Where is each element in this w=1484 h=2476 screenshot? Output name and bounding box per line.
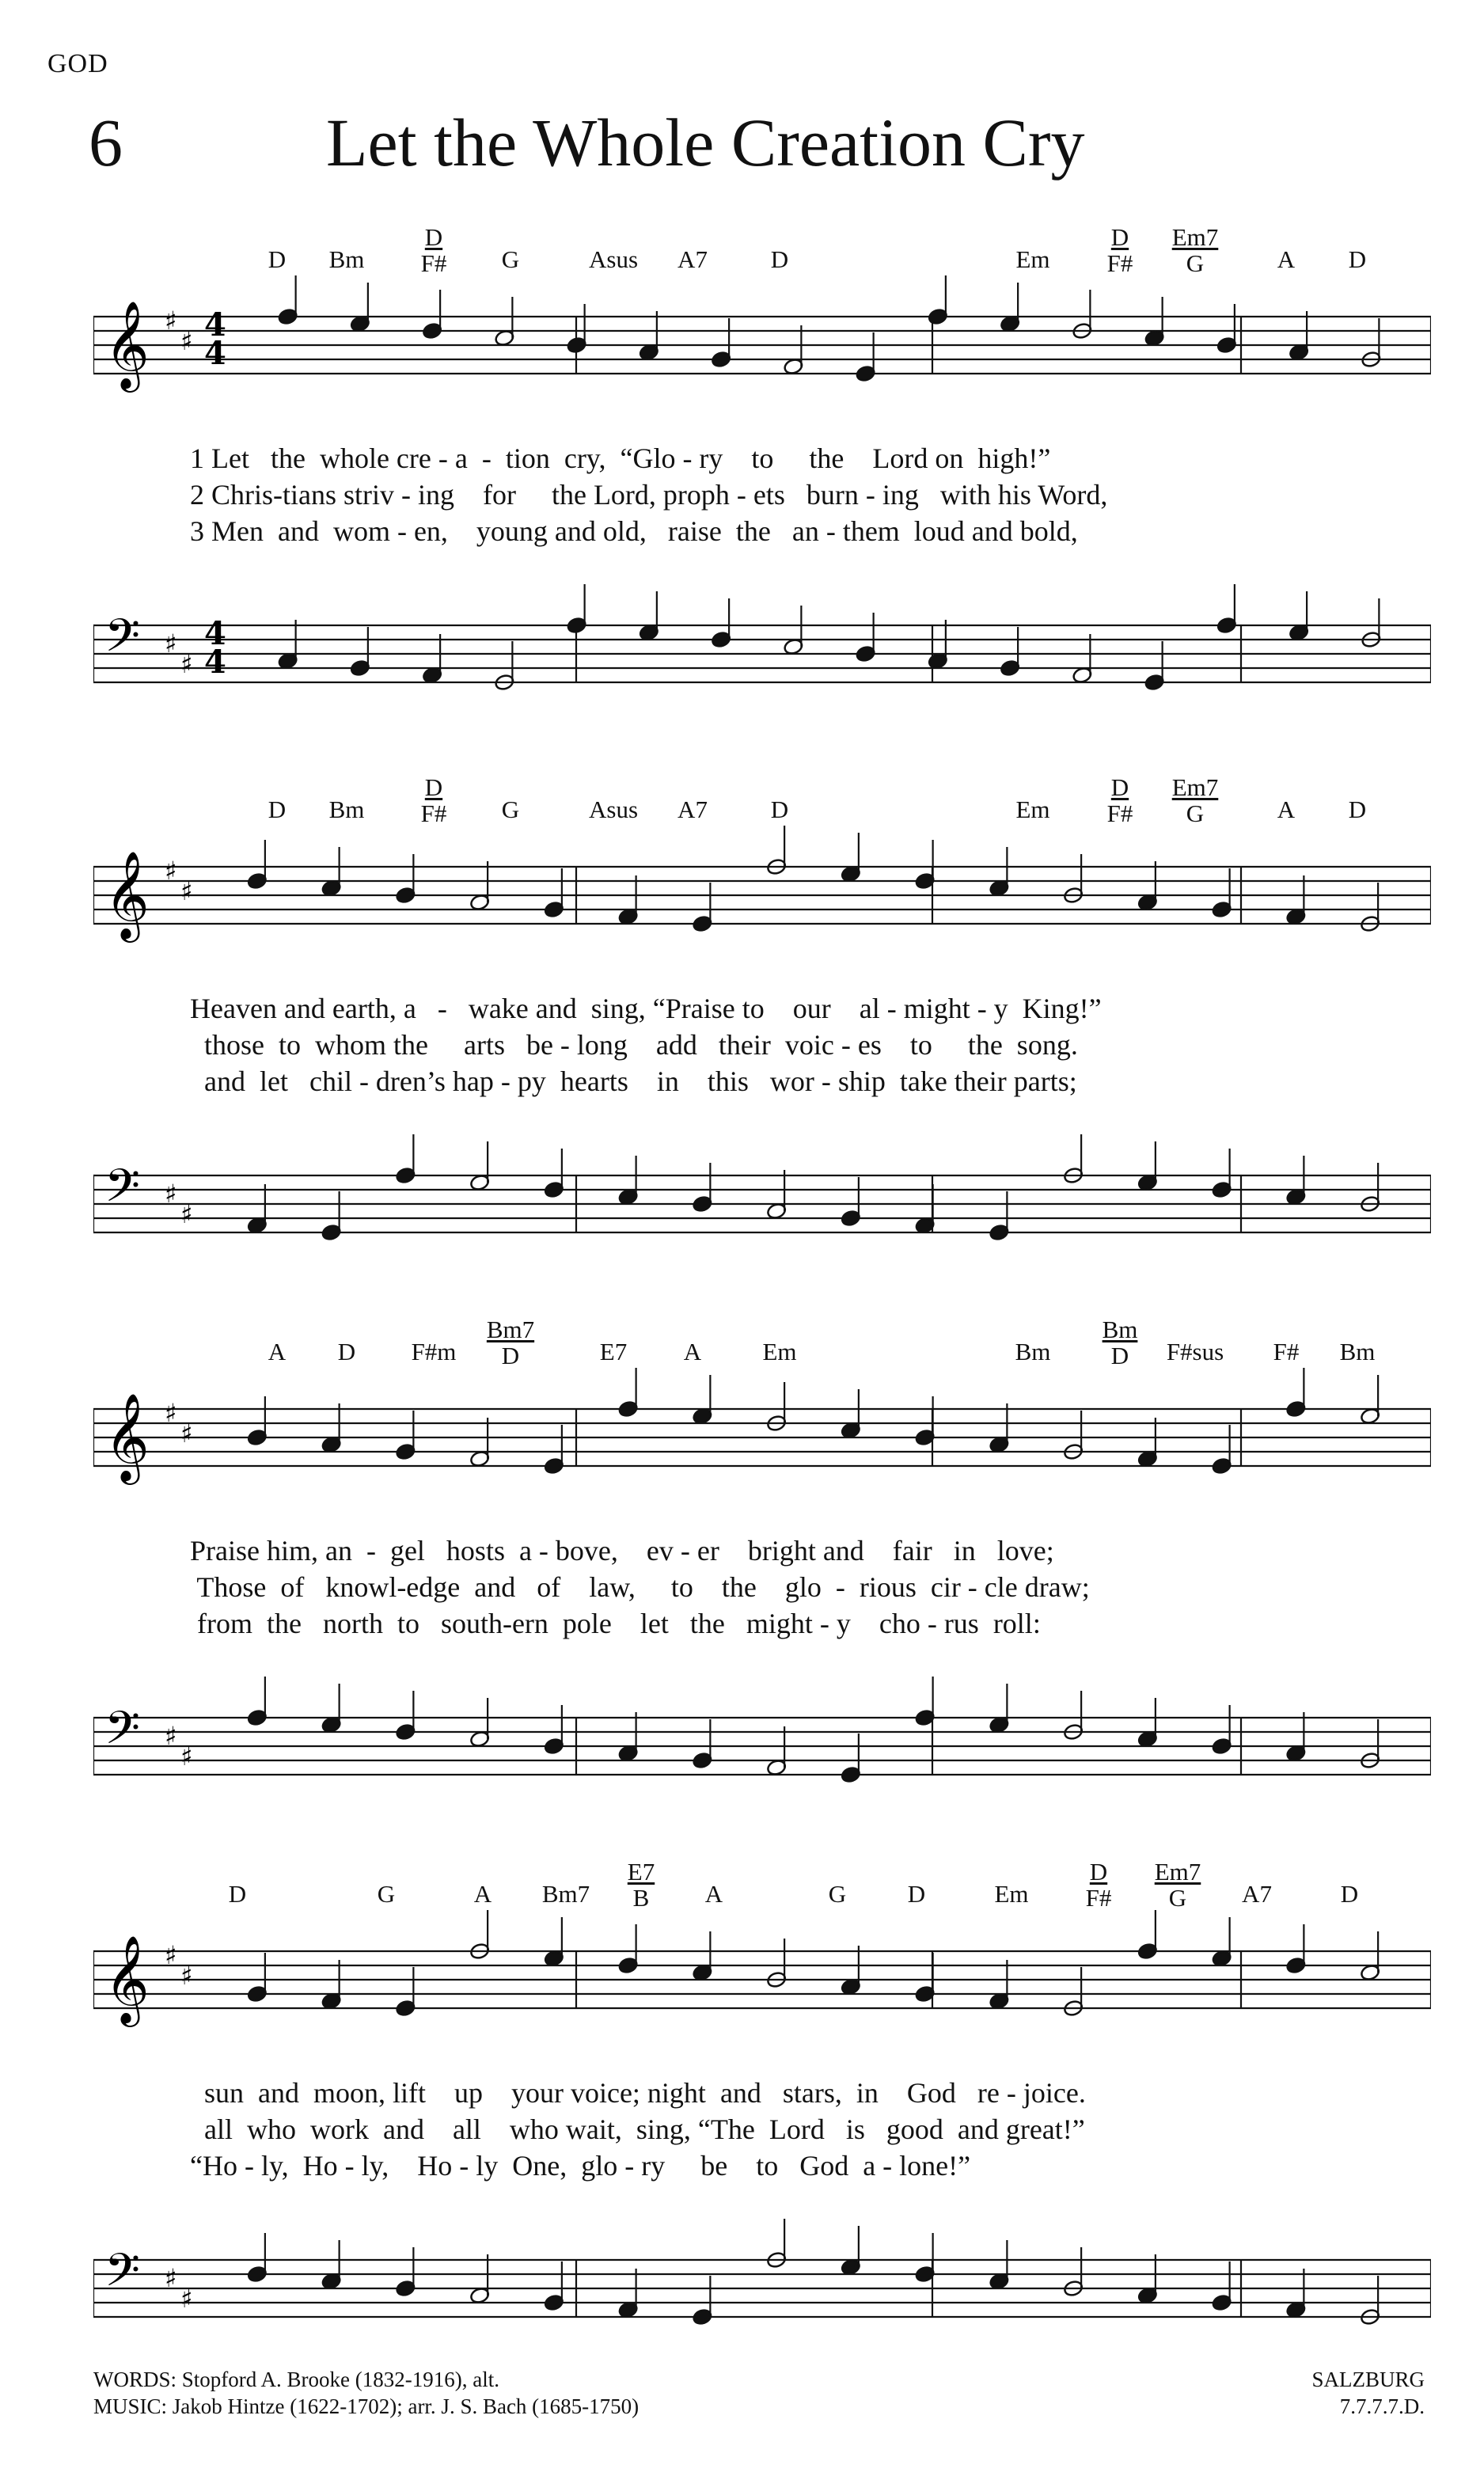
lyric-line-verse-3: from the north to south-ern pole let the might - y cho - rus roll: [190, 1608, 1041, 1639]
chord-numerator: Em7 [1154, 1858, 1201, 1885]
bass-clef-icon: 𝄢 [104, 609, 141, 674]
chord-numerator: Em7 [1171, 223, 1219, 251]
time-signature: 4 [204, 644, 226, 681]
lyric-line-verse-2: those to whom the arts be - long add their voic - es to the song. [190, 1029, 1078, 1061]
chord-symbol: D [228, 1880, 247, 1908]
hymn-title: Let the Whole Creation Cry [326, 104, 1085, 180]
sharp-icon: ♯ [180, 326, 193, 356]
sharp-icon: ♯ [180, 876, 193, 906]
chord-symbol: Bm7 [541, 1880, 590, 1908]
lyric-line-verse-2: all who work and all who wait, sing, “The Lord is good and great!” [190, 2113, 1085, 2145]
chord-symbol: G [377, 1880, 396, 1908]
chord-symbol: A [704, 1880, 723, 1908]
chord-numerator: D [424, 773, 443, 801]
sharp-icon: ♯ [165, 2263, 177, 2293]
chord-symbol: A [268, 1338, 287, 1365]
sharp-icon: ♯ [180, 1741, 193, 1772]
treble-clef-icon: 𝄞 [104, 850, 150, 939]
sharp-icon: ♯ [165, 306, 177, 336]
treble-clef-icon: 𝄞 [104, 1935, 150, 2023]
lyric-line-verse-2: Those of knowl-edge and of law, to the glo - rious cir - cle draw; [190, 1571, 1090, 1603]
chord-numerator: Bm [1102, 1316, 1138, 1343]
chord-numerator: D [1089, 1858, 1108, 1885]
chord-symbol: D [907, 1880, 926, 1908]
chord-numerator: D [1110, 773, 1129, 801]
bass-clef-icon: 𝄢 [104, 1701, 141, 1766]
chord-bass-note: D [501, 1341, 520, 1369]
chord-symbol: G [501, 245, 520, 273]
chord-symbol: F#sus [1166, 1338, 1224, 1365]
lyric-line-verse-1: Heaven and earth, a - wake and sing, “Praise to our al - might - y King!” [190, 993, 1102, 1024]
chord-symbol: F#m [411, 1338, 457, 1365]
lyric-line-verse-3: “Ho - ly, Ho - ly, Ho - ly One, glo - ry be to God a - lone!” [190, 2150, 971, 2182]
chord-symbol: G [828, 1880, 847, 1908]
chord-symbol: D [268, 245, 287, 273]
treble-staff [93, 1904, 1431, 2062]
chord-symbol: E7 [599, 1338, 628, 1365]
sharp-icon: ♯ [165, 1398, 177, 1428]
sharp-icon: ♯ [165, 1179, 177, 1209]
chord-numerator: Bm7 [486, 1316, 535, 1343]
chord-numerator: D [1110, 223, 1129, 251]
sharp-icon: ♯ [180, 1199, 193, 1229]
chord-bass-note: F# [420, 249, 447, 277]
tune-name: SALZBURG [1311, 2368, 1425, 2391]
chord-symbol: Bm [1339, 1338, 1376, 1365]
chord-symbol: A [683, 1338, 702, 1365]
chord-symbol: Asus [588, 796, 639, 823]
bass-staff [93, 578, 1431, 736]
credits [93, 2367, 639, 2421]
chord-bass-note: F# [1106, 249, 1133, 277]
lyric-line-verse-3: and let chil - dren’s hap - py hearts in this wor - ship take their parts; [190, 1065, 1077, 1097]
sharp-icon: ♯ [165, 628, 177, 659]
bass-staff [93, 2212, 1431, 2371]
chord-bass-note: B [632, 1883, 650, 1912]
treble-clef-icon: 𝄞 [104, 300, 150, 389]
sharp-icon: ♯ [165, 1940, 177, 1970]
sharp-icon: ♯ [165, 856, 177, 886]
bass-clef-icon: 𝄢 [104, 2243, 141, 2308]
time-signature: 4 [204, 615, 226, 652]
chord-bass-note: G [1186, 799, 1205, 827]
chord-bass-note: F# [1085, 1883, 1112, 1912]
chord-symbol: D [337, 1338, 356, 1365]
chord-symbol: Em [1015, 245, 1050, 273]
section-label: GOD [47, 49, 108, 78]
chord-symbol: A7 [677, 245, 708, 273]
chord-bass-note: G [1186, 249, 1205, 277]
sharp-icon: ♯ [180, 1418, 193, 1449]
lyric-line-verse-1: 1 Let the whole cre - a - tion cry, “Glo - ry to the Lord on high!” [190, 442, 1051, 474]
chord-symbol: Em [1015, 796, 1050, 823]
chord-symbol: A [473, 1880, 492, 1908]
chord-symbol: Em [994, 1880, 1029, 1908]
chord-symbol: Asus [588, 245, 639, 273]
chord-symbol: A [1277, 245, 1296, 273]
meter: 7.7.7.7.D. [1339, 2394, 1425, 2418]
chord-numerator: D [424, 223, 443, 251]
chord-symbol: D [1340, 1880, 1359, 1908]
chord-symbol: F# [1273, 1338, 1300, 1365]
lyric-line-verse-3: 3 Men and wom - en, young and old, raise the an - them loud and bold, [190, 515, 1078, 547]
sharp-icon: ♯ [180, 1961, 193, 1991]
bass-clef-icon: 𝄢 [104, 1159, 141, 1224]
lyric-line-verse-2: 2 Chris-tians striv - ing for the Lord, proph - ets burn - ing with his Word, [190, 479, 1108, 511]
chord-symbol: D [1348, 245, 1367, 273]
chord-bass-note: G [1168, 1883, 1187, 1912]
sharp-icon: ♯ [165, 1721, 177, 1751]
chord-bass-note: F# [420, 799, 447, 827]
chord-symbol: A [1277, 796, 1296, 823]
treble-staff [93, 819, 1431, 978]
time-signature: 4 [204, 335, 226, 372]
chord-symbol: D [770, 796, 789, 823]
chord-numerator: Em7 [1171, 773, 1219, 801]
treble-staff [93, 269, 1431, 427]
treble-staff [93, 1361, 1431, 1520]
chord-symbol: Em [762, 1338, 797, 1365]
lyric-line-verse-1: sun and moon, lift up your voice; night and stars, in God re - joice. [190, 2077, 1086, 2109]
chord-numerator: E7 [627, 1858, 655, 1885]
bass-staff [93, 1128, 1431, 1286]
chord-bass-note: F# [1106, 799, 1133, 827]
music-credit: MUSIC: Jakob Hintze (1622-1702); arr. J. S. Bach (1685-1750) [93, 2394, 640, 2418]
lyric-line-verse-1: Praise him, an - gel hosts a - bove, ev - er bright and fair in love; [190, 1535, 1054, 1566]
bass-staff [93, 1670, 1431, 1829]
time-signature: 4 [204, 306, 226, 344]
treble-clef-icon: 𝄞 [104, 1392, 150, 1481]
chord-symbol: D [770, 245, 789, 273]
hymn-number: 6 [89, 104, 123, 180]
chord-bass-note: D [1110, 1341, 1129, 1369]
words-credit: WORDS: Stopford A. Brooke (1832-1916), alt. [93, 2368, 499, 2391]
chord-symbol: G [501, 796, 520, 823]
chord-symbol: A7 [677, 796, 708, 823]
chord-symbol: A7 [1242, 1880, 1272, 1908]
sharp-icon: ♯ [180, 649, 193, 679]
chord-symbol: Bm [328, 796, 365, 823]
tune-info [1311, 2367, 1425, 2421]
chord-symbol: Bm [1015, 1338, 1051, 1365]
sharp-icon: ♯ [180, 2284, 193, 2314]
chord-symbol: D [268, 796, 287, 823]
chord-symbol: Bm [328, 245, 365, 273]
chord-symbol: D [1348, 796, 1367, 823]
